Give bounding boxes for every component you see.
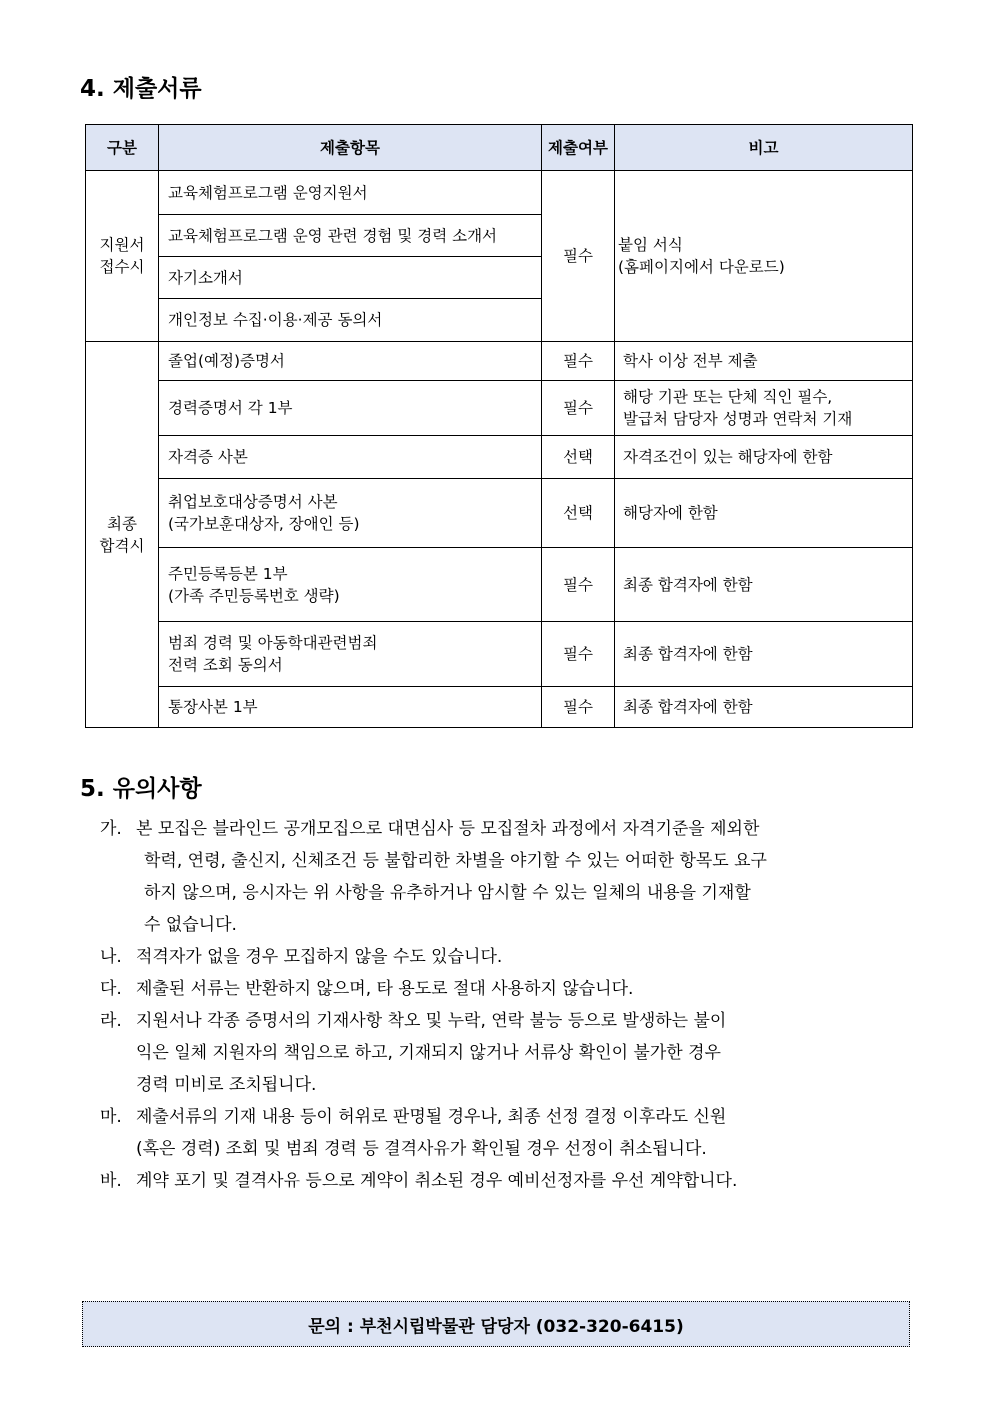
table-row <box>86 342 913 381</box>
group-label-application: 지원서 접수시 <box>86 171 159 342</box>
required-cell: 선택 <box>542 436 615 479</box>
list-text <box>136 1165 912 1197</box>
required-cell: 필수 <box>542 381 615 436</box>
list-item <box>100 1101 912 1165</box>
list-item <box>100 813 912 941</box>
text-line: (혹은 경력) 조회 및 범죄 경력 등 결격사유가 확인될 경우 선정이 취소됩니다. <box>136 1139 707 1159</box>
contact-box <box>82 1301 910 1347</box>
text-line: 본 모집은 블라인드 공개모집으로 대면심사 등 모집절차 과정에서 자격기준을 제외한 <box>136 819 760 839</box>
group-label-final: 최종 합격시 <box>86 342 159 728</box>
text-line: 학력, 연령, 출신지, 신체조건 등 불합리한 차별을 야기할 수 있는 어떠한 항목도 요구 <box>144 851 767 871</box>
list-marker: 바. <box>100 1171 122 1191</box>
item-cell: 졸업(예정)증명서 <box>159 342 542 381</box>
text-line: 수 없습니다. <box>144 915 237 935</box>
required-cell: 필수 <box>542 171 615 342</box>
list-text <box>136 813 912 941</box>
contact-text: 문의 : 부천시립박물관 담당자 (032-320-6415) <box>308 1316 684 1337</box>
item-cell: 자격증 사본 <box>159 436 542 479</box>
text-line: 익은 일체 지원자의 책임으로 하고, 기재되지 않거나 서류상 확인이 불가한 경우 <box>136 1043 721 1063</box>
list-item <box>100 1005 912 1101</box>
required-cell: 필수 <box>542 687 615 728</box>
header-note: 비고 <box>615 125 913 171</box>
header-item: 제출항목 <box>159 125 542 171</box>
required-cell: 선택 <box>542 479 615 548</box>
table-row <box>86 548 913 622</box>
header-category: 구분 <box>86 125 159 171</box>
item-cell: 개인정보 수집·이용·제공 동의서 <box>159 299 542 342</box>
item-cell: 범죄 경력 및 아동학대관련범죄 전력 조회 동의서 <box>159 622 542 687</box>
required-cell: 필수 <box>542 548 615 622</box>
required-cell: 필수 <box>542 622 615 687</box>
required-cell: 필수 <box>542 342 615 381</box>
note-cell: 자격조건이 있는 해당자에 한함 <box>615 436 913 479</box>
item-cell: 통장사본 1부 <box>159 687 542 728</box>
note-cell: 붙임 서식 (홈페이지에서 다운로드) <box>615 171 913 342</box>
note-cell: 해당자에 한함 <box>615 479 913 548</box>
table-row <box>86 622 913 687</box>
list-marker: 가. <box>100 819 122 839</box>
list-text <box>136 941 912 973</box>
text-line: 제출된 서류는 반환하지 않으며, 타 용도로 절대 사용하지 않습니다. <box>136 979 634 999</box>
notice-list <box>100 813 912 1197</box>
table-row <box>86 436 913 479</box>
section-4-title: 4. 제출서류 <box>80 76 202 102</box>
item-cell: 교육체험프로그램 운영지원서 <box>159 171 542 215</box>
list-text <box>136 1005 912 1101</box>
item-cell: 주민등록등본 1부 (가족 주민등록번호 생략) <box>159 548 542 622</box>
table-row <box>86 171 913 215</box>
table-header-row <box>86 125 913 171</box>
note-cell: 최종 합격자에 한함 <box>615 622 913 687</box>
note-cell: 학사 이상 전부 제출 <box>615 342 913 381</box>
section-5-title: 5. 유의사항 <box>80 776 202 802</box>
header-required: 제출여부 <box>542 125 615 171</box>
list-marker: 다. <box>100 979 122 999</box>
text-line: 하지 않으며, 응시자는 위 사항을 유추하거나 암시할 수 있는 일체의 내용을 기재할 <box>144 883 751 903</box>
list-item <box>100 973 912 1005</box>
list-marker: 마. <box>100 1107 122 1127</box>
text-line: 제출서류의 기재 내용 등이 허위로 판명될 경우나, 최종 선정 결정 이후라도 신원 <box>136 1107 727 1127</box>
note-cell: 최종 합격자에 한함 <box>615 687 913 728</box>
text-line: 경력 미비로 조치됩니다. <box>136 1075 317 1095</box>
list-text <box>136 1101 912 1165</box>
note-cell: 최종 합격자에 한함 <box>615 548 913 622</box>
note-cell: 해당 기관 또는 단체 직인 필수, 발급처 담당자 성명과 연락처 기재 <box>615 381 913 436</box>
list-marker: 나. <box>100 947 122 967</box>
table-row <box>86 687 913 728</box>
item-cell: 경력증명서 각 1부 <box>159 381 542 436</box>
table-row <box>86 479 913 548</box>
list-item <box>100 1165 912 1197</box>
list-text <box>136 973 912 1005</box>
text-line: 적격자가 없을 경우 모집하지 않을 수도 있습니다. <box>136 947 503 967</box>
item-cell: 취업보호대상증명서 사본 (국가보훈대상자, 장애인 등) <box>159 479 542 548</box>
list-item <box>100 941 912 973</box>
text-line: 계약 포기 및 결격사유 등으로 계약이 취소된 경우 예비선정자를 우선 계약합니다. <box>136 1171 738 1191</box>
table-row <box>86 381 913 436</box>
documents-table <box>85 124 913 728</box>
item-cell: 교육체험프로그램 운영 관련 경험 및 경력 소개서 <box>159 215 542 257</box>
item-cell: 자기소개서 <box>159 257 542 299</box>
text-line: 지원서나 각종 증명서의 기재사항 착오 및 누락, 연락 불능 등으로 발생하는 불이 <box>136 1011 727 1031</box>
list-marker: 라. <box>100 1011 122 1031</box>
